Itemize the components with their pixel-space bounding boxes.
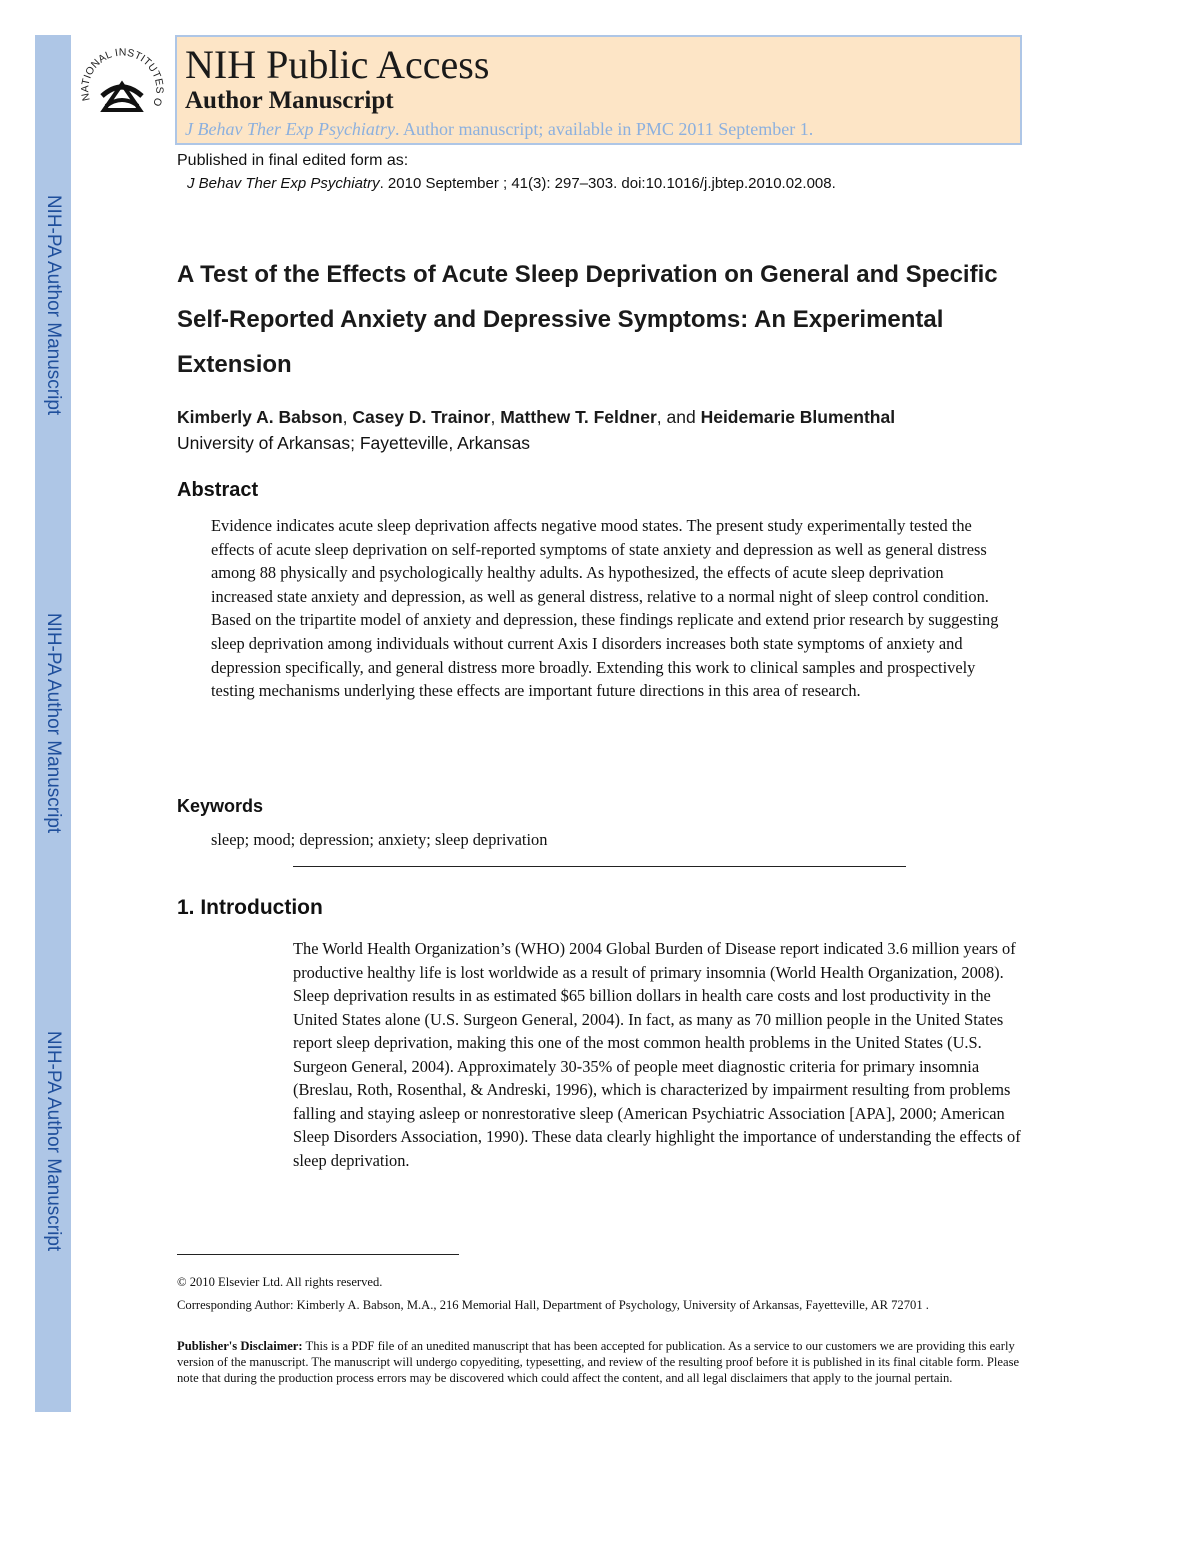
corresponding-author-note: Corresponding Author: Kimberly A. Babson, M.A., 216 Memorial Hall, Department of Psychology, University of Arkansas, Fayetteville, AR 72701 . xyxy=(177,1298,929,1312)
published-label: Published in final edited form as: xyxy=(177,152,409,169)
abstract-text: Evidence indicates acute sleep deprivation affects negative mood states. The present study experimentally tested the effects of acute sleep deprivation on self-reported symptoms of state anxiety and depression as well as general distress among 88 physically and psychologically healthy adults. As hypothesized, the effects of acute sleep deprivation increased state anxiety and depression, as well as general distress, relative to a normal night of sleep control condition. Based on the tripartite model of anxiety and depression, these findings replicate and extend prior research by suggesting sleep deprivation among individuals without current Axis I disorders increases both state symptoms of anxiety and depression specifically, and general distress more broadly. Extending this work to clinical samples and prospectively testing mechanisms underlying these effects are important future directions in this area of research. xyxy=(211,516,999,701)
nih-seal-icon xyxy=(72,40,172,140)
nih-public-access-banner xyxy=(175,35,1022,145)
publisher-disclaimer xyxy=(177,1338,1027,1386)
banner-subtitle: Author Manuscript xyxy=(185,87,394,114)
disclaimer-label: Publisher's Disclaimer: xyxy=(177,1339,303,1353)
footnote-divider xyxy=(177,1254,459,1255)
author-affiliation: University of Arkansas; Fayetteville, Arkansas xyxy=(177,433,531,453)
introduction-heading: 1. Introduction xyxy=(177,896,323,919)
citation-details: . 2010 September ; 41(3): 297–303. doi:10.1016/j.jbtep.2010.02.008. xyxy=(379,175,836,192)
citation-journal: J Behav Ther Exp Psychiatry xyxy=(187,175,380,192)
author-2: Casey D. Trainor xyxy=(352,407,491,427)
published-citation xyxy=(187,175,836,192)
author-list xyxy=(177,407,895,428)
author-separator: , and xyxy=(656,407,701,427)
introduction-text: The World Health Organization’s (WHO) 2004 Global Burden of Disease report indicated 3.6 million years of productive healthy life is lost worldwide as a result of primary insomnia (World Health Organization, 2008). Sleep deprivation results in as estimated $65 billion dollars in health care costs and lost productivity in the United States alone (U.S. Surgeon General, 2004). In fact, as many as 70 million people in the United States report sleep deprivation, making this one of the most common health problems in the United States (U.S. Surgeon General, 2004). Approximately 30-35% of people meet diagnostic criteria for primary insomnia (Breslau, Roth, Rosenthal, & Andreski, 1996), which is characterized by impairment resulting from problems falling and staying asleep or nonrestorative sleep (American Psychiatric Association [APA], 2000; American Sleep Disorders Association, 1990). These data clearly highlight the importance of understanding the effects of sleep deprivation. xyxy=(293,939,1021,1170)
article-title: A Test of the Effects of Acute Sleep Deprivation on General and Specific Self-Reported Anxiety and Depressive Symptoms: An Experimental Extension xyxy=(177,261,998,378)
author-1: Kimberly A. Babson xyxy=(177,407,343,427)
author-3: Matthew T. Feldner xyxy=(500,407,657,427)
author-separator: , xyxy=(490,407,501,427)
banner-title: NIH Public Access xyxy=(185,42,490,87)
banner-availability-text: . Author manuscript; available in PMC 2011 September 1. xyxy=(394,119,814,139)
keywords-text: sleep; mood; depression; anxiety; sleep deprivation xyxy=(211,830,548,849)
author-separator: , xyxy=(342,407,353,427)
banner-journal: J Behav Ther Exp Psychiatry xyxy=(185,119,395,139)
banner-availability xyxy=(185,119,813,140)
svg-text:NATIONAL INSTITUTES OF HEALTH: NATIONAL INSTITUTES O xyxy=(79,46,166,109)
keywords-heading: Keywords xyxy=(177,796,264,816)
section-divider xyxy=(293,866,906,867)
author-4: Heidemarie Blumenthal xyxy=(700,407,896,427)
abstract-heading: Abstract xyxy=(177,479,259,501)
disclaimer-text: This is a PDF file of an unedited manuscript that has been accepted for publication. As a service to our customers we are providing this early version of the manuscript. The manuscript will undergo copyediting, typesetting, and review of the resulting proof before it is published in its final citable form. Please note that during the production process errors may be discovered which could affect the content, and all legal disclaimers that apply to the journal pertain. xyxy=(177,1339,1020,1385)
nih-logo xyxy=(72,40,172,140)
copyright-note: © 2010 Elsevier Ltd. All rights reserved. xyxy=(177,1275,383,1289)
